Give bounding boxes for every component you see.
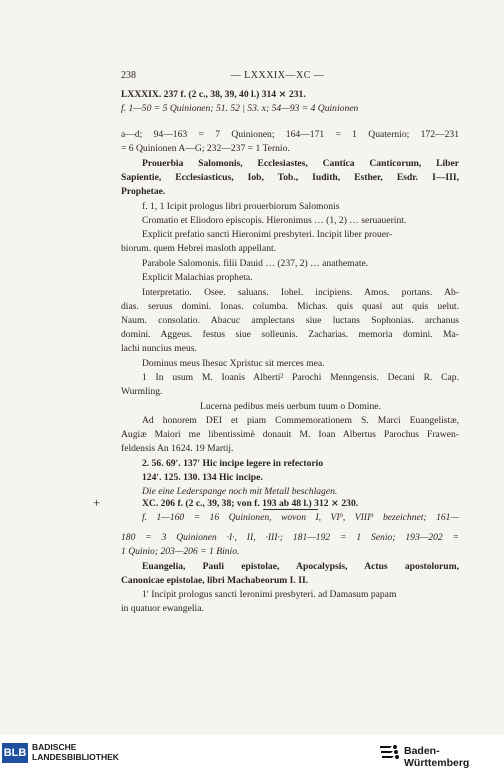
collation-line: f. 1—50 = 5 Quinionen; 51. 52 | 53. x; 54—93 = 4 Quinionen [121,103,359,114]
text-line: 2. 56. 69ʹ. 137ʹ Hic incipe legere in refectorio [142,458,324,469]
text-line: 1 In usum M. Ioanis Alberti² Parochi Menngensis. Decani R. Cap. [142,372,459,383]
blb-logo: BLB [2,743,28,763]
text-line: f. 1, 1 Icipit prologus libri prouerbiorum Salomonis [142,201,340,212]
text-line: Explicit Malachias propheta. [142,272,253,283]
text-line: Parabole Salomonis. filii Dauid … (237, 2) … anathemate. [142,258,369,269]
text-line: Augiæ Maiori me libentissimè donauit M. Ioan Albertus Parochus Frawen- [121,429,459,440]
collation-line: f. 1—160 = 16 Quinionen, wovon I, VI⁹, VIII⁹ bezeichnet; 161— [142,512,459,523]
text-line: dias. seruus domini. Ionas. columba. Michas. quis quasi aut quis uelut. [121,301,459,312]
entry-heading: XC. 206 f. (2 c., 39, 38; von f. 193 ab 48 l.) 312 ⨯ 230. [142,498,359,509]
text-line: Interpretatio. Osee. saluans. Iohel. incipiens. Amos. portans. Ab- [142,287,459,298]
text-line: Cromatio et Eliodoro episcopis. Hieronimus … (1, 2) … seruauerint. [142,215,407,226]
page-number: 238 [121,70,136,81]
text-line: Explicit prefatio sancti Hieronimi presbyteri. Incipit liber prouer- [142,229,393,240]
region-name: Baden-Württemberg [404,745,470,769]
text-line: 1ʹ Incipit prologus sancti Ieronimi presbyteri. ad Damasum papam [142,589,397,600]
text-line: Wurmling. [121,386,163,397]
margin-cross-mark: + [93,495,101,510]
text-line: Ad honorem DEI et piam Commemorationem S. Marci Euangelistæ, [142,415,459,426]
note-line: Die eine Lederspange noch mit Metall beschlagen. [142,486,338,497]
text-line: 124ʹ. 125. 130. 134 Hic incipe. [142,472,263,483]
contents-line: Sapientie, Ecclesiasticus, Iob, Tob., Iudith, Esther, Esdr. I—III, [121,172,459,183]
text-line: feldensis An 1624. 19 Martij. [121,443,234,454]
three-lions-emblem-icon [378,743,400,763]
text-line: domini. Aggeus. festus siue solleunis. Zacharias. memoria domini. Ma- [121,329,459,340]
contents-line: Canonicae epistolae, libri Machabeorum I. II. [121,575,309,586]
collation-line: a—d; 94—163 = 7 Quinionen; 164—171 = 1 Quaternio; 172—231 [121,129,459,140]
text-line: in quatuor ewangelia. [121,603,204,614]
text-line: Dominus meus Ihesuc Xpristuc sit merces mea. [142,358,325,369]
collation-line: = 6 Quinionen A—G; 232—237 = 1 Ternio. [121,143,290,154]
contents-line: Prouerbia Salomonis, Ecclesiastes, Cantica Canticorum, Liber [142,158,459,169]
collation-line: 1 Quinio; 203—206 = 1 Binio. [121,546,240,557]
collation-line: 180 = 3 Quinionen ·I·, II, ·III·; 181—192 = 1 Senio; 193—202 = [121,532,459,543]
contents-line: Euangelia, Pauli epistolae, Apocalypsis, Actus apostolorum, [142,561,459,572]
text-line: Lucerna pedibus meis uerbum tuum o Domine. [200,401,381,412]
running-title: — LXXXIX—XC — [230,70,325,81]
footer-bar [0,735,504,769]
text-line: Naum. consolatio. Abacuc amplectans siue luctans Sophonias. archanus [121,315,459,326]
text-line: biorum. quem Hebrei masloth appellant. [121,243,277,254]
entry-heading: LXXXIX. 237 f. (2 c., 38, 39, 40 l.) 314 ⨯ 231. [121,89,306,100]
library-name: BADISCHE LANDESBIBLIOTHEK [32,742,119,762]
contents-line: Prophetae. [121,186,166,197]
text-line: lachi nuncius meus. [121,343,197,354]
